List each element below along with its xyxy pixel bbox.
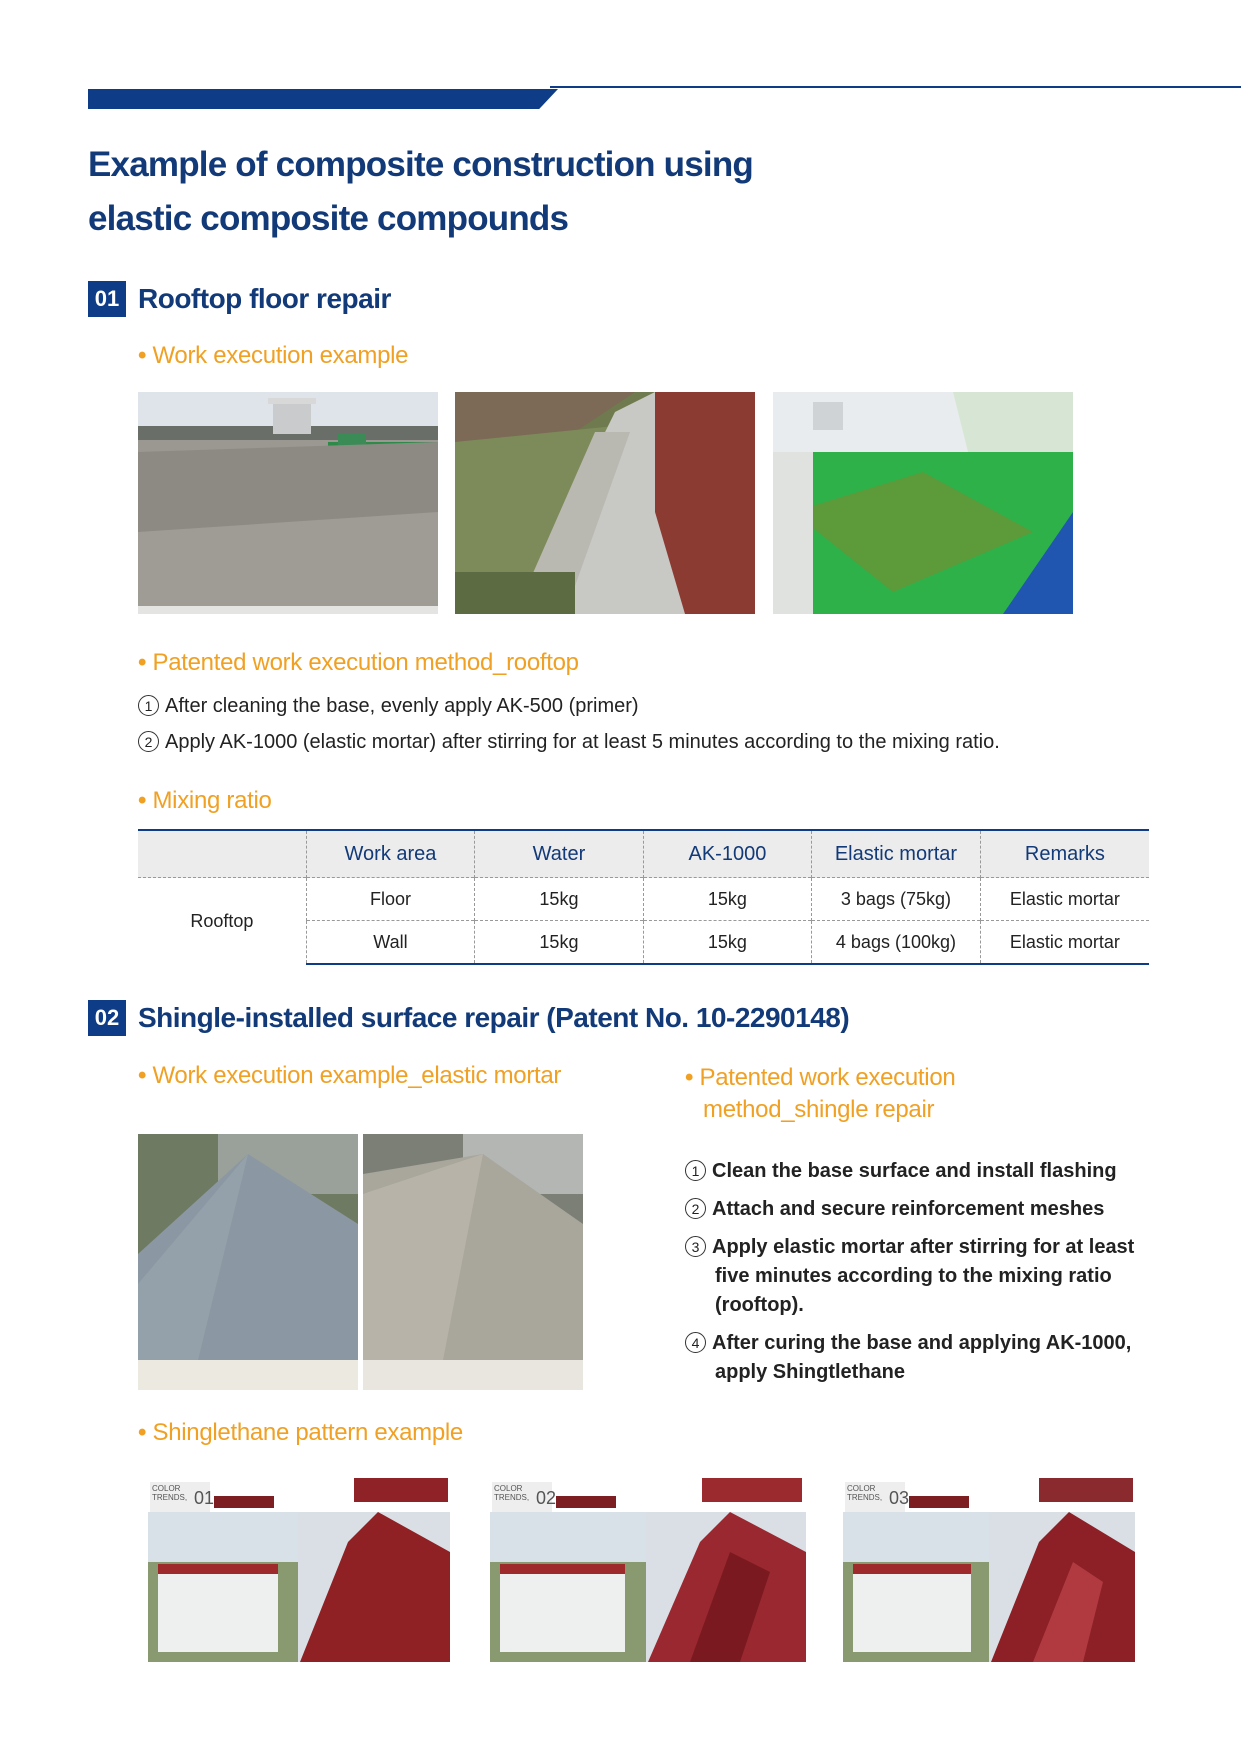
table-header-cell: Water — [475, 830, 644, 878]
section-title-shingle: Shingle-installed surface repair (Patent No. 10-2290148) — [138, 1002, 850, 1033]
color-trends-caption — [494, 1484, 529, 1502]
color-trends-caption — [152, 1484, 187, 1502]
table-cell: 15kg — [475, 921, 644, 965]
table-cell: 4 bags (100kg) — [812, 921, 981, 965]
method-heading-shingle — [685, 1062, 955, 1126]
page-title-line-2: elastic composite compounds — [88, 199, 569, 238]
mixing-ratio-table — [138, 829, 1149, 965]
caption-line: TRENDS, — [494, 1493, 530, 1502]
work-example-mortar-label: Work execution example_elastic mortar — [152, 1062, 562, 1089]
step-text: Apply AK-1000 (elastic mortar) after stirring for at least 5 minutes according to the mixing ratio. — [165, 731, 1000, 753]
page-title-line-1: Example of composite construction using — [88, 145, 754, 184]
shingle-photo-2 — [363, 1134, 583, 1390]
method-label-line-1: • Patented work execution — [685, 1064, 956, 1091]
pattern-number: 01 — [194, 1488, 215, 1508]
method-label-text: Patented work execution — [699, 1064, 956, 1091]
header-bar — [88, 89, 558, 109]
pattern-photo — [843, 1512, 1135, 1662]
step-text: Attach and secure reinforcement meshes — [712, 1198, 1105, 1220]
caption-line: TRENDS, — [847, 1493, 883, 1502]
step-number-badge: 1 — [685, 1160, 706, 1181]
method-heading-rooftop: • Patented work execution method_rooftop — [138, 649, 579, 676]
step-number-badge: 2 — [138, 731, 159, 752]
step-text: After curing the base and applying AK-1000, — [712, 1332, 1132, 1354]
table-header-cell: Work area — [306, 830, 474, 878]
caption-line: COLOR — [152, 1484, 181, 1493]
section-title-rooftop: Rooftop floor repair — [138, 283, 391, 314]
rooftop-photo-2 — [455, 392, 755, 614]
rooftop-photo-1 — [138, 392, 438, 614]
page-title — [88, 138, 753, 246]
color-trends-caption — [847, 1484, 882, 1502]
pattern-card-02 — [490, 1478, 806, 1662]
table-cell: 15kg — [643, 921, 811, 965]
shingle-swatch — [354, 1478, 448, 1502]
caption-line: TRENDS, — [152, 1493, 188, 1502]
pattern-number: 03 — [889, 1488, 910, 1508]
color-trends-badge — [150, 1482, 215, 1512]
header-line — [550, 86, 1241, 88]
table-cell: 15kg — [643, 878, 811, 921]
mixing-ratio-heading: • Mixing ratio — [138, 787, 272, 814]
shingle-swatch — [1039, 1478, 1133, 1502]
pattern-example-label: Shinglethane pattern example — [152, 1419, 463, 1446]
work-example-mortar-heading: • Work execution example_elastic mortar — [138, 1062, 562, 1089]
swatch-strip — [556, 1496, 616, 1508]
rooftop-step-2 — [138, 731, 1000, 754]
step-number-badge: 3 — [685, 1236, 706, 1257]
step-text: five minutes according to the mixing ratio — [715, 1265, 1112, 1287]
step-number-badge: 1 — [138, 695, 159, 716]
table-group-cell: Rooftop — [138, 878, 306, 965]
pattern-photo — [490, 1512, 806, 1662]
table-header-cell: Remarks — [980, 830, 1149, 878]
shingle-step-2 — [685, 1195, 1104, 1224]
shingle-step-3 — [685, 1233, 1134, 1320]
pattern-number: 02 — [536, 1488, 557, 1508]
table-cell: Elastic mortar — [980, 921, 1149, 965]
rooftop-photo-3 — [773, 392, 1073, 614]
table-header-row — [138, 830, 1149, 878]
work-example-label: Work execution example — [152, 342, 409, 369]
method-label-rooftop: Patented work execution method_rooftop — [152, 649, 579, 676]
table-header-cell — [138, 830, 306, 878]
shingle-photo-1 — [138, 1134, 358, 1390]
color-trends-badge — [492, 1482, 557, 1512]
work-example-heading: • Work execution example — [138, 342, 409, 369]
pattern-photo — [148, 1512, 450, 1662]
step-text: Apply elastic mortar after stirring for at least — [712, 1236, 1135, 1258]
table-cell: Floor — [306, 878, 474, 921]
step-number-badge: 2 — [685, 1198, 706, 1219]
rooftop-step-1 — [138, 695, 639, 718]
swatch-strip — [909, 1496, 969, 1508]
step-text: After cleaning the base, evenly apply AK-500 (primer) — [165, 695, 639, 717]
table-header-cell: Elastic mortar — [812, 830, 981, 878]
caption-line: COLOR — [847, 1484, 876, 1493]
mixing-ratio-label: Mixing ratio — [152, 787, 272, 814]
shingle-step-4 — [685, 1329, 1131, 1387]
method-label-line-2: method_shingle repair — [703, 1096, 935, 1123]
step-text: Clean the base surface and install flashing — [712, 1160, 1117, 1182]
section-number-02: 02 — [88, 1000, 126, 1036]
step-text: (rooftop). — [715, 1294, 804, 1316]
table-cell: 15kg — [475, 878, 644, 921]
step-number-badge: 4 — [685, 1332, 706, 1353]
shingle-step-1 — [685, 1157, 1117, 1186]
table-cell: Elastic mortar — [980, 878, 1149, 921]
pattern-card-03 — [843, 1478, 1135, 1662]
table-cell: Wall — [306, 921, 474, 965]
table-header-cell: AK-1000 — [643, 830, 811, 878]
pattern-example-heading: • Shinglethane pattern example — [138, 1419, 463, 1446]
table-cell: 3 bags (75kg) — [812, 878, 981, 921]
caption-line: COLOR — [494, 1484, 523, 1493]
step-text: apply Shingtlethane — [715, 1361, 906, 1383]
shingle-swatch — [702, 1478, 802, 1502]
pattern-card-01 — [148, 1478, 450, 1662]
swatch-strip — [214, 1496, 274, 1508]
table-row — [138, 878, 1149, 921]
color-trends-badge — [845, 1482, 910, 1512]
section-number-01: 01 — [88, 281, 126, 317]
